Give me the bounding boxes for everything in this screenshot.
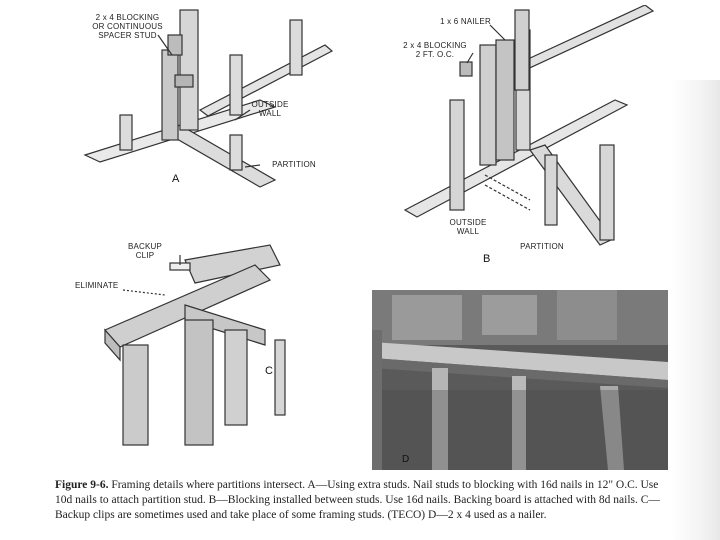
label-b-nailer: 1 x 6 NAILER (440, 17, 491, 26)
panel-d-letter: D (402, 454, 410, 465)
caption-label: Figure 9-6. (55, 479, 109, 491)
panel-c-illustration (75, 235, 290, 455)
label-a-partition: PARTITION (272, 160, 316, 169)
label-c-eliminate: ELIMINATE (75, 281, 119, 290)
panel-b-letter: B (483, 253, 491, 265)
label-a-blocking: 2 x 4 BLOCKING OR CONTINUOUS SPACER STUD (92, 13, 163, 40)
caption-text: Framing details where partitions intersect. A—Using extra studs. Nail studs to blocking with 16d nails in 12" O.C. Use 10d nails to attach partition stud. B—Blocking installed between studs. Use 16d nails. Backing board is attached with 8d nails. C—Backup clips are sometimes used and take place of some framing studs. (TECO) D—2 x 4 used as a nailer. (55, 479, 660, 521)
panel-a-drawing (80, 5, 340, 200)
label-b-outside-wall: OUTSIDE WALL (449, 218, 487, 236)
panel-b-drawing (395, 5, 670, 265)
label-b-partition: PARTITION (520, 242, 564, 251)
label-a-outside-wall: OUTSIDE WALL (251, 100, 289, 118)
label-c-backup-clip: BACKUP CLIP (127, 242, 163, 260)
panel-d-photo (372, 290, 668, 470)
panel-c-drawing (75, 235, 290, 455)
scan-shadow (670, 80, 720, 540)
panel-d-photo-image (372, 290, 668, 470)
panel-c-letter: C (265, 365, 273, 377)
panel-a-letter: A (172, 173, 180, 185)
figure-caption (55, 478, 665, 523)
label-b-blocking: 2 x 4 BLOCKING 2 FT. O.C. (403, 41, 467, 59)
